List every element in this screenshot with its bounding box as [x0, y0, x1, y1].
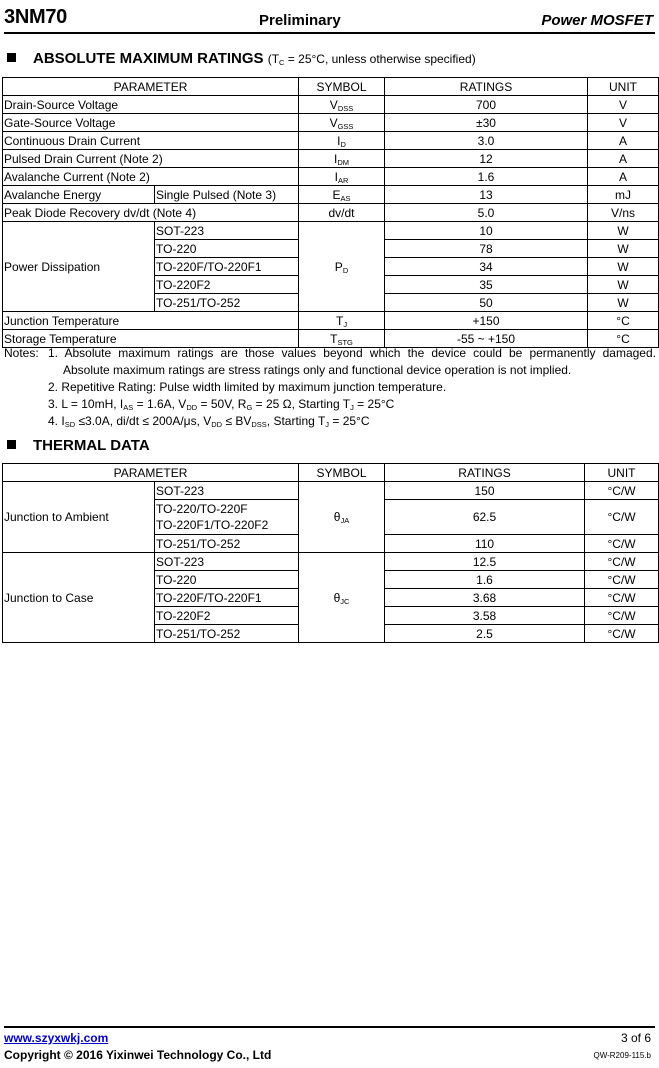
bullet-square-icon	[7, 440, 16, 449]
header-ratings: RATINGS	[385, 464, 585, 482]
bullet-square-icon	[7, 53, 16, 62]
section-title-thermal: THERMAL DATA	[7, 437, 150, 454]
amr-condition: ($T_C = 25^\circ C$, unless otherwise specified)	[267, 52, 476, 67]
table-row: TO-220 1.6 °C/W	[3, 571, 659, 589]
header-parameter: PARAMETER	[3, 464, 299, 482]
table-row: TO-220F/TO-220F1 3.68 °C/W	[3, 589, 659, 607]
table-row: TO-220F/TO-220F1 34 W	[3, 258, 659, 276]
document-status: Preliminary	[259, 12, 341, 29]
notes-block	[4, 345, 656, 430]
notes-label: Notes:	[4, 346, 39, 360]
note-2: 2. Repetitive Rating: Pulse width limited by maximum junction temperature.	[48, 380, 447, 394]
table-row: TO-220F2 35 W	[3, 276, 659, 294]
table-row: TO-251/TO-252 2.5 °C/W	[3, 625, 659, 643]
thermal-table	[2, 463, 659, 643]
section-title-amr: ABSOLUTE MAXIMUM RATINGS ($T_C = 25^\circ C$, unless otherwise specified)	[7, 50, 476, 67]
part-number: 3NM70	[4, 6, 67, 28]
footer-divider	[4, 1026, 655, 1028]
copyright: Copyright © 2016 Yixinwei Technology Co., Ltd	[4, 1048, 272, 1062]
table-row: TO-251/TO-252 110 °C/W	[3, 535, 659, 553]
device-type: Power MOSFET	[541, 12, 653, 29]
table-row: Avalanche Energy Single Pulsed (Note 3) $E_{AS}$ 13 mJ	[3, 186, 659, 204]
note-1: 1. Absolute maximum ratings are those values beyond which the device could be permanently damaged.	[48, 346, 656, 360]
table-row: TO-220/TO-220F TO-220F1/TO-220F2 62.5 °C/W	[3, 500, 659, 535]
page-number: 3 of 6	[620, 1031, 651, 1045]
table-row: Pulsed Drain Current (Note 2) $I_{DM}$ 12 A	[3, 150, 659, 168]
website-link[interactable]: www.szyxwkj.com	[4, 1031, 109, 1045]
table-row: Junction to Ambient SOT-223 $\theta_{JA}$ 150 °C/W	[3, 482, 659, 500]
note-3: 3. L = 10mH, $I_{AS} = 1.6A$, $V_{DD} = 50V$, $R_G = 25$ Ω, Starting $T_J = 25^\circ C$	[48, 397, 395, 412]
table-row: Avalanche Current (Note 2) $I_{AR}$ 1.6 A	[3, 168, 659, 186]
document-code: QW-R209-115.b	[593, 1051, 651, 1060]
table-row: Power Dissipation SOT-223 $P_D$ 10 W	[3, 222, 659, 240]
table-row: TO-220F2 3.58 °C/W	[3, 607, 659, 625]
header-ratings: RATINGS	[385, 78, 588, 96]
table-header-row	[3, 464, 659, 482]
header-symbol: SYMBOL	[299, 78, 385, 96]
header-unit: UNIT	[585, 464, 659, 482]
page-header	[4, 6, 655, 34]
header-symbol: SYMBOL	[299, 464, 385, 482]
table-header-row	[3, 78, 659, 96]
table-row: Gate-Source Voltage $V_{GSS}$ ±30 V	[3, 114, 659, 132]
header-parameter: PARAMETER	[3, 78, 299, 96]
table-row: Storage Temperature $T_{STG}$ -55 ~ +150 °C	[3, 330, 659, 348]
table-row: Junction to Case SOT-223 $\theta_{JC}$ 12.5 °C/W	[3, 553, 659, 571]
amr-table	[2, 77, 659, 348]
table-row: TO-251/TO-252 50 W	[3, 294, 659, 312]
table-row: TO-220 78 W	[3, 240, 659, 258]
note-4: 4. $I_{SD} \le 3.0A$, di/dt ≤ 200A/μs, $V_{DD} \le BV_{DSS}$, Starting $T_J = 25^\circ C$	[48, 414, 370, 429]
header-unit: UNIT	[588, 78, 659, 96]
table-row: Junction Temperature $T_J$ +150 °C	[3, 312, 659, 330]
note-1-continued: Absolute maximum ratings are stress ratings only and functional device operation is not implied.	[63, 363, 572, 377]
table-row: Drain-Source Voltage $V_{DSS}$ 700 V	[3, 96, 659, 114]
table-row: Peak Diode Recovery dv/dt (Note 4) dv/dt 5.0 V/ns	[3, 204, 659, 222]
table-row: Continuous Drain Current $I_D$ 3.0 A	[3, 132, 659, 150]
